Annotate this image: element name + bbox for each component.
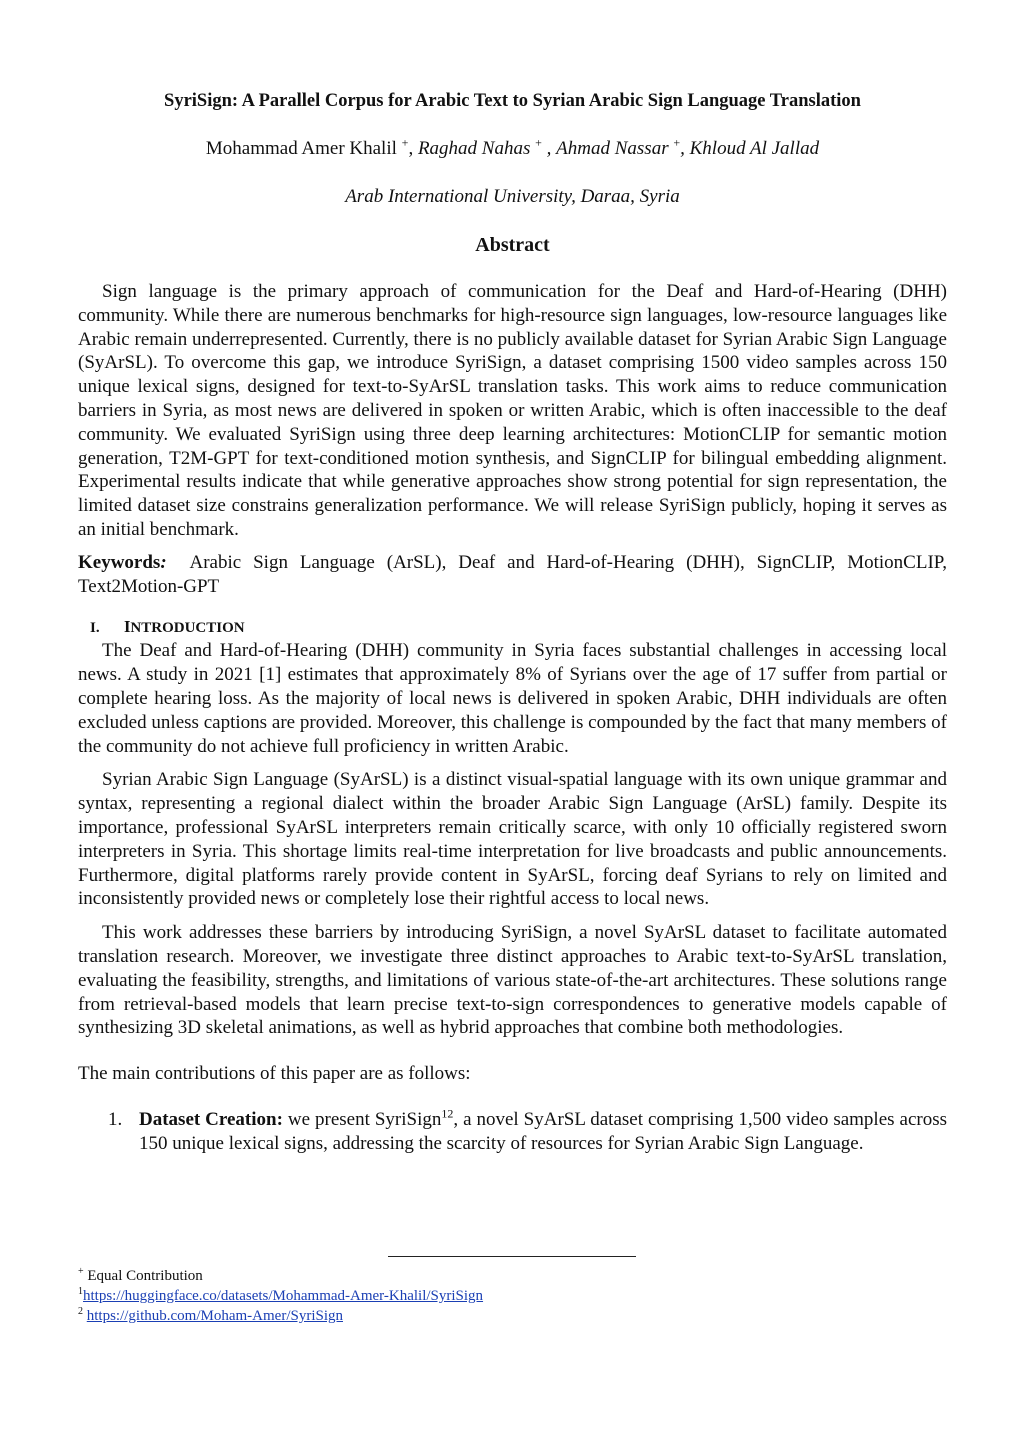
intro-paragraph-2: Syrian Arabic Sign Language (SyArSL) is a distinct visual-spatial language with its own unique grammar and syntax, representing a regional dialect within the broader Arabic Sign Language (ArSL) family. Despite its importance, professional SyArSL interpreters remain critically scarce, with only 10 officially registered sworn interpreters in Syria. This shortage limits real-time interpretation for live broadcasts and public announcements. Furthermore, digital platforms rarely provide content in SyArSL, forcing deaf Syrians to rely on limited and inconsistently provided news or completely lose their rightful access to local news. (78, 769, 947, 910)
list-marker: 1. (108, 1108, 123, 1130)
paper-title: SyriSign: A Parallel Corpus for Arabic Text to Syrian Arabic Sign Language Translation (164, 91, 861, 111)
footnote-2-link[interactable]: https://github.com/Moham-Amer/SyriSign (86, 1308, 343, 1324)
section-number: I. (90, 620, 100, 637)
author-3-mark: + (673, 135, 681, 150)
section-title-initial: I (124, 617, 131, 637)
keywords-label: Keywords (78, 551, 161, 573)
author-list: Mohammad Amer Khalil +, Raghad Nahas + , Ahmad Nassar +, Khloud Al Jallad (205, 135, 820, 159)
author-2: Raghad Nahas (417, 138, 531, 159)
keywords-list: Arabic Sign Language (ArSL), Deaf and Hard-of-Hearing (DHH), SignCLIP, MotionCLIP, Text2Motion-GPT (78, 551, 947, 597)
footnote-2 (78, 1306, 483, 1326)
footnote-equal (78, 1266, 483, 1286)
keywords-colon: : (160, 551, 167, 573)
footnote-1-mark: 1 (78, 1286, 83, 1297)
author-2-mark: + (535, 135, 542, 150)
keywords (78, 551, 947, 599)
contributions-intro: The main contributions of this paper are as follows: (78, 1063, 471, 1085)
footnote-1 (78, 1286, 483, 1306)
section-title-rest: NTRODUCTION (130, 620, 245, 637)
contribution-label: Dataset Creation: (139, 1108, 283, 1130)
author-1: Mohammad Amer Khalil (205, 138, 397, 159)
author-1-mark: + (401, 135, 409, 150)
footnote-equal-mark: + (78, 1266, 84, 1277)
contribution-text (139, 1108, 947, 1156)
intro-paragraph-3: This work addresses these barriers by introducing SyriSign, a novel SyArSL dataset to facilitate automated translation research. Moreover, we investigate three distinct approaches to Arabic text-to-SyArSL translation, evaluating the feasibility, strengths, and limitations of various state-of-the-art architectures. These solutions range from retrieval-based models that learn precise text-to-sign correspondences to generative models capable of synthesizing 3D skeletal animations, as well as hybrid approaches that combine both methodologies. (78, 922, 947, 1039)
section-heading-introduction (78, 616, 947, 639)
footnote-1-link[interactable]: https://huggingface.co/datasets/Mohammad-Amer-Khalil/SyriSign (83, 1288, 484, 1304)
affiliation: Arab International University, Daraa, Syria (345, 186, 680, 207)
footnote-2-mark: 2 (78, 1306, 83, 1317)
author-3: Ahmad Nassar (556, 138, 669, 159)
footnote-ref: 12 (441, 1106, 454, 1121)
contribution-item-1 (78, 1108, 947, 1156)
footnotes (78, 1266, 483, 1326)
author-4: Khloud Al Jallad (689, 138, 820, 159)
contribution-text-before: we present SyriSign (282, 1108, 442, 1130)
contribution-text-after: , a novel SyArSL dataset comprising 1,500 video samples across 150 unique lexical signs, addressing the scarcity of resources for Syrian Arabic Sign Language. (139, 1108, 947, 1154)
paper-page (78, 88, 947, 1156)
abstract-text: Sign language is the primary approach of communication for the Deaf and Hard-of-Hearing (DHH) community. While there are numerous benchmarks for high-resource sign languages, low-resource languages like Arabic remain underrepresented. Currently, there is no publicly available dataset for Syrian Arabic Sign Language (SyArSL). To overcome this gap, we introduce SyriSign, a dataset comprising 1500 video samples across 150 unique lexical signs, designed for text-to-SyArSL translation tasks. This work aims to reduce communication barriers in Syria, as most news are delivered in spoken or written Arabic, which is often inaccessible to the deaf community. We evaluated SyriSign using three deep learning architectures: MotionCLIP for semantic motion generation, T2M-GPT for text-conditioned motion synthesis, and SignCLIP for bilingual embedding alignment. Experimental results indicate that while generative approaches show strong potential for sign representation, the limited dataset size constrains generalization performance. We will release SyriSign publicly, hoping it serves as an initial benchmark. (78, 281, 947, 540)
footnote-equal-text: Equal Contribution (87, 1268, 203, 1284)
abstract-heading: Abstract (475, 234, 550, 256)
intro-paragraph-1: The Deaf and Hard-of-Hearing (DHH) community in Syria faces substantial challenges in accessing local news. A study in 2021 [1] estimates that approximately 8% of Syrians over the age of 17 suffer from partial or complete hearing loss. As the majority of local news is delivered in spoken Arabic, DHH individuals are often excluded unless captions are provided. Moreover, this challenge is compounded by the fact that many members of the community do not achieve full proficiency in written Arabic. (78, 640, 947, 757)
footnote-divider (388, 1256, 636, 1257)
